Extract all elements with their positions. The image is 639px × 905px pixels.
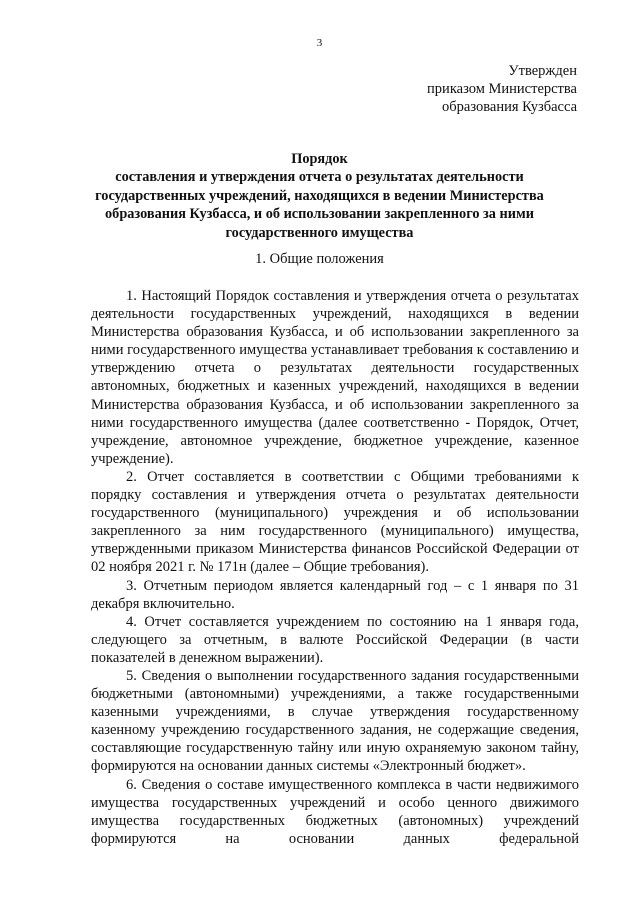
title-line: государственных учреждений, находящихся в ведении Министерства <box>95 187 544 204</box>
title-line: образования Кузбасса, и об использовании закрепленного за ними <box>105 206 534 223</box>
page-number: 3 <box>316 37 323 49</box>
paragraph: 3. Отчетным периодом является календарный год – с 1 января по 31 декабря включительно. <box>91 577 579 612</box>
approval-stamp <box>427 62 577 116</box>
paragraph: 2. Отчет составляется в соответствии с Общими требованиями к порядку составления и утверждения отчета о результатах деятельности государственного (муниципального) учреждения и об использовании закрепленного за ним государственного (муниципального) имущества, утвержденными приказом Министерства финансов Российской Федерации от 02 ноября 2021 г. № 171н (далее – Общие требования). <box>91 468 579 576</box>
title-line: государственного имущества <box>225 224 414 241</box>
section-heading: 1. Общие положения <box>255 251 384 267</box>
paragraph: 1. Настоящий Порядок составления и утверждения отчета о результатах деятельности государственных учреждений, находящихся в ведении Министерства образования Кузбасса, и об использовании закрепленного за ними государственного имущества устанавливает требования к составлению и утверждению отчета о результатах деятельности государственных автономных, бюджетных и казенных учреждений, находящихся в ведении Министерства образования Кузбасса, и об использовании закрепленного за ними государственного имущества (далее соответственно - Порядок, Отчет, учреждение, автономное учреждение, бюджетное учреждение, казенное учреждение). <box>91 288 579 467</box>
paragraph: 5. Сведения о выполнении государственного задания государственными бюджетными (автономными) учреждениями, а также государственными казенными учреждениями, в случае утверждения государственному казенному учреждению государственного задания, не содержащие сведения, составляющие государственную тайну или иную охраняемую законом тайну, формируются на основании данных системы «Электронный бюджет». <box>91 667 579 775</box>
approval-line: приказом Министерства <box>427 81 577 97</box>
paragraph: 6. Сведения о составе имущественного комплекса в части недвижимого имущества государственных учреждений и особо ценного движимого имущества государственных бюджетных (автономных) учреждений формируются на основании данных федеральной <box>91 776 579 847</box>
document-body <box>91 287 579 848</box>
document-title <box>90 150 549 242</box>
approval-line: Утвержден <box>508 63 577 79</box>
title-line: составления и утверждения отчета о результатах деятельности <box>115 169 524 186</box>
paragraph: 4. Отчет составляется учреждением по состоянию на 1 января года, следующего за отчетным, в валюте Российской Федерации (в части показателей в денежном выражении). <box>91 613 579 666</box>
approval-line: образования Кузбасса <box>442 99 577 115</box>
title-line: Порядок <box>291 151 348 167</box>
